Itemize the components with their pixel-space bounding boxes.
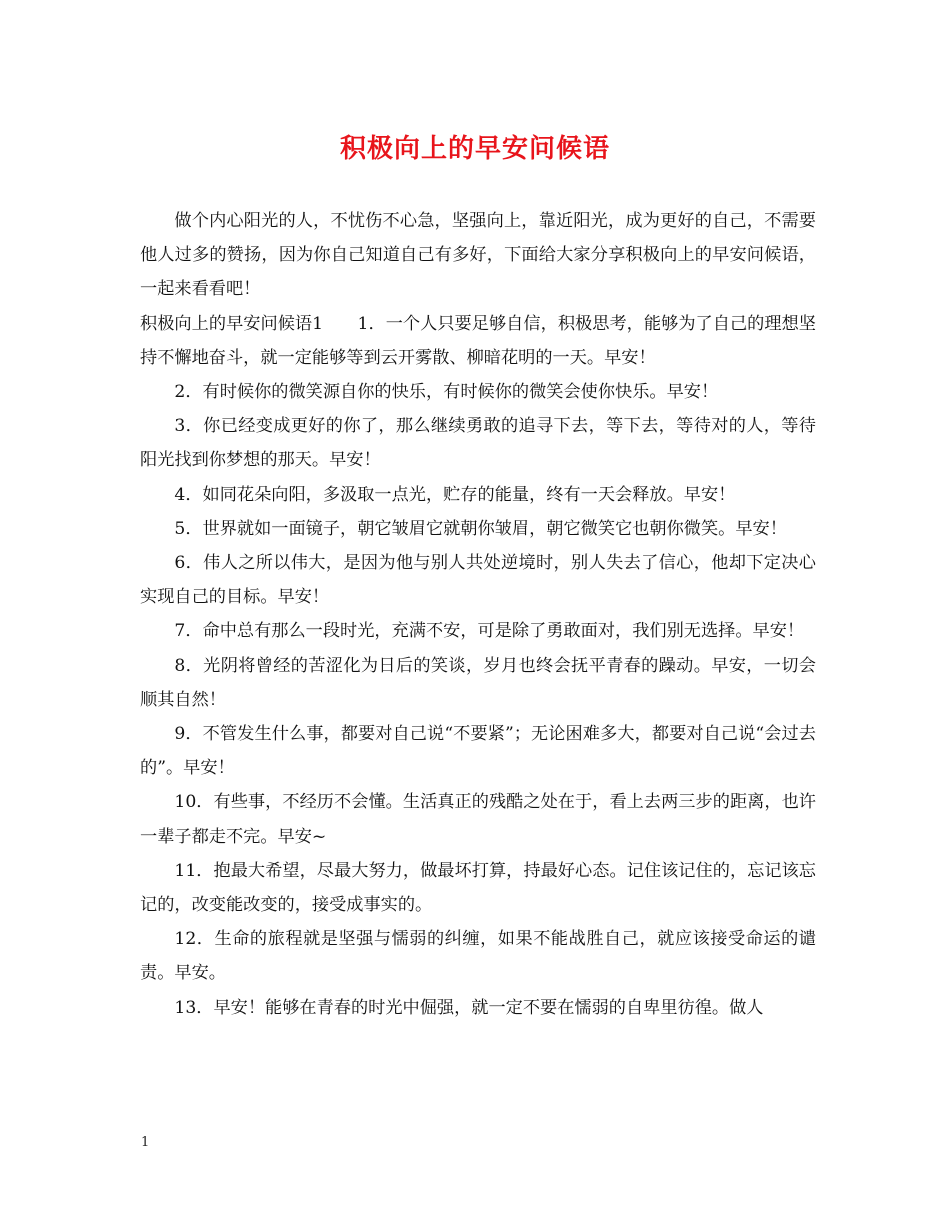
- list-item: 3．你已经变成更好的你了，那么继续勇敢的追寻下去，等下去，等待对的人，等待阳光找到你梦想的那天。早安！: [140, 416, 816, 471]
- list-item: 2．有时候你的微笑源自你的快乐，有时候你的微笑会使你快乐。早安！: [174, 382, 719, 403]
- list-item: 9．不管发生什么事，都要对自己说“不要紧”；无论困难多大，都要对自己说“会过去的”。早安！: [140, 724, 816, 779]
- list-item: 12．生命的旅程就是坚强与懦弱的纠缠，如果不能战胜自己，就应该接受命运的谴责。早安。: [140, 929, 816, 984]
- list-item: 7．命中总有那么一段时光，充满不安，可是除了勇敢面对，我们别无选择。早安！: [174, 621, 805, 642]
- list-item: 10．有些事，不经历不会懂。生活真正的残酷之处在于，看上去两三步的距离，也许一辈子都走不完。早安~: [140, 792, 816, 847]
- list-item: 6．伟人之所以伟大，是因为他与别人共处逆境时，别人失去了信心，他却下定决心实现自己的目标。早安！: [140, 553, 816, 608]
- page-number: 1: [141, 1135, 150, 1150]
- document-title: 积极向上的早安问候语: [339, 134, 610, 164]
- list-item: 5．世界就如一面镜子，朝它皱眉它就朝你皱眉，朝它微笑它也朝你微笑。早安！: [174, 518, 787, 539]
- document-body: [140, 204, 816, 1025]
- list-item: 11．抱最大希望，尽最大努力，做最坏打算，持最好心态。记住该记住的，忘记该忘记的，改变能改变的，接受成事实的。: [140, 860, 816, 916]
- list-item: 4．如同花朵向阳，多汲取一点光，贮存的能量，终有一天会释放。早安！: [174, 484, 736, 505]
- section-heading-paragraph: 积极向上的早安问候语1 1．一个人只要足够自信，积极思考，能够为了自己的理想坚持不懈地奋斗，就一定能够等到云开雾散、柳暗花明的一天。早安！: [140, 313, 816, 368]
- list-item: 13．早安！能够在青春的时光中倔强，就一定不要在懦弱的自卑里彷徨。做人: [174, 997, 764, 1018]
- list-item: 8．光阴将曾经的苦涩化为日后的笑谈，岁月也终会抚平青春的躁动。早安，一切会顺其自然！: [140, 655, 816, 710]
- intro-paragraph: 做个内心阳光的人，不忧伤不心急，坚强向上，靠近阳光，成为更好的自己，不需要他人过多的赞扬，因为你自己知道自己有多好，下面给大家分享积极向上的早安问候语，一起来看看吧！: [140, 211, 816, 300]
